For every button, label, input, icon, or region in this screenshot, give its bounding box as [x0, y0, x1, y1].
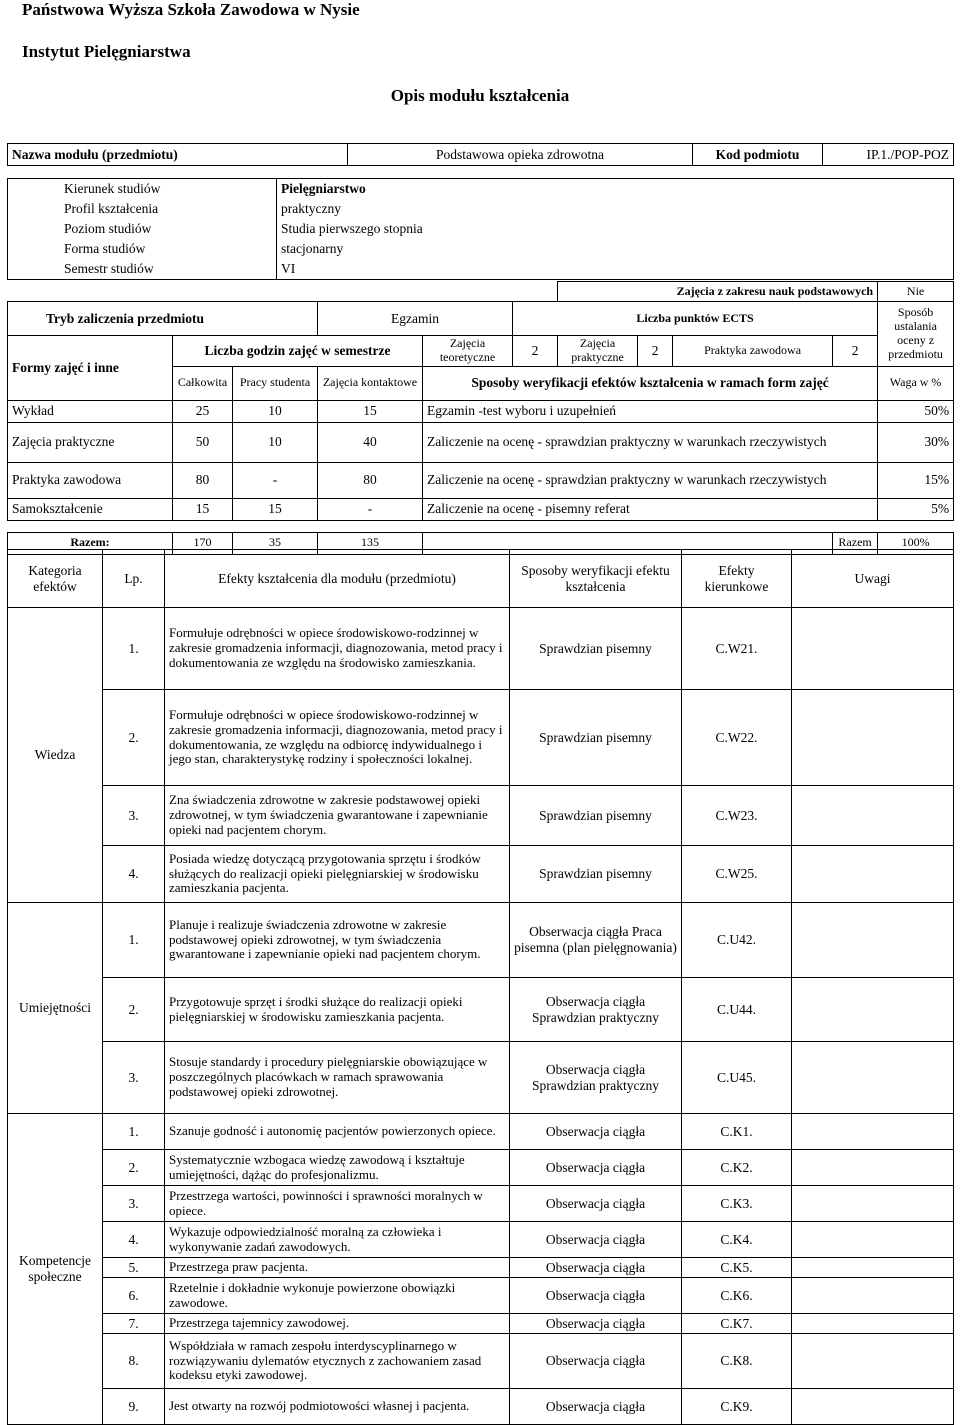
outcome-text: Przestrzega tajemnicy zawodowej. — [165, 1314, 510, 1334]
form-total-hours: 80 — [173, 462, 233, 498]
outcome-text: Jest otwarty na rozwój podmiotowości własnej i pacjenta. — [165, 1389, 510, 1425]
outcome-lp: 1. — [103, 1114, 165, 1150]
outcome-code: C.U42. — [682, 903, 792, 978]
hours-total-label: Całkowita — [173, 366, 233, 400]
outcome-text: Planuje i realizuje świadczenia zdrowotne w zakresie podstawowej opieki zdrowotnej, w tym świadczenia gwarantowane i zapewnianie opieki nad pacjentem chorym. — [165, 903, 510, 978]
outcome-row — [8, 1042, 954, 1114]
weight-label: Waga w % — [878, 366, 954, 400]
practice-ects: 2 — [638, 336, 673, 367]
grading-method-label: Sposób ustalania oceny z przedmiotu — [878, 302, 954, 367]
form-verification: Egzamin -test wyboru i uzupełnień — [423, 400, 878, 422]
document-title: Opis modułu kształcenia — [390, 86, 570, 105]
form-name: Samokształcenie — [8, 498, 173, 520]
outcome-text: Posiada wiedzę dotyczącą przygotowania sprzętu i środków służących do realizacji opieki pielęgniarskiej w środowisku zamieszkania pacjenta. — [165, 846, 510, 903]
form-student-hours: 10 — [233, 422, 318, 462]
form-weight: 15% — [878, 462, 954, 498]
outcome-lp: 2. — [103, 690, 165, 786]
outcome-lp: 3. — [103, 1186, 165, 1222]
outcome-row — [8, 608, 954, 690]
outcome-method: Obserwacja ciągła Praca pisemna (plan pielęgnowania) — [510, 903, 682, 978]
outcome-lp: 4. — [103, 1222, 165, 1258]
outcome-row — [8, 1389, 954, 1425]
hours-student-label: Pracy studenta — [233, 366, 318, 400]
outcome-lp: 4. — [103, 846, 165, 903]
info-label: Semestr studiów — [8, 259, 277, 280]
info-row — [8, 239, 954, 259]
assessment-mode-label: Tryb zaliczenia przedmiotu — [8, 302, 318, 336]
outcome-method: Obserwacja ciągła — [510, 1258, 682, 1278]
info-value: praktyczny — [277, 199, 954, 219]
outcome-code: C.K5. — [682, 1258, 792, 1278]
info-label: Profil kształcenia — [8, 199, 277, 219]
outcome-code: C.K4. — [682, 1222, 792, 1258]
form-row — [8, 422, 954, 462]
outcome-code: C.K7. — [682, 1314, 792, 1334]
outcome-text: Przestrzega wartości, powinności i sprawności moralnych w opiece. — [165, 1186, 510, 1222]
total-hours: 170 — [173, 532, 233, 554]
outcome-code: C.K2. — [682, 1150, 792, 1186]
assessment-mode-value: Egzamin — [318, 302, 513, 336]
hours-contact-label: Zajęcia kontaktowe — [318, 366, 423, 400]
module-name-label: Nazwa modułu (przedmiotu) — [8, 144, 348, 166]
basic-sciences-label: Zajęcia z zakresu nauk podstawowych — [558, 282, 878, 302]
form-verification: Zaliczenie na ocenę - pisemny referat — [423, 498, 878, 520]
form-name: Praktyka zawodowa — [8, 462, 173, 498]
outcome-notes — [792, 846, 954, 903]
outcome-notes — [792, 903, 954, 978]
outcome-text: Przygotowuje sprzęt i środki służące do realizacji opieki pielęgniarskiej w środowisku zamieszkania pacjenta. — [165, 978, 510, 1042]
verification-method-header: Sposoby weryfikacji efektu kształcenia — [510, 550, 682, 608]
outcome-notes — [792, 1314, 954, 1334]
outcome-lp: 1. — [103, 903, 165, 978]
outcome-notes — [792, 1258, 954, 1278]
form-contact-hours: - — [318, 498, 423, 520]
outcome-lp: 7. — [103, 1314, 165, 1334]
theory-ects: 2 — [513, 336, 558, 367]
internship-label: Praktyka zawodowa — [673, 336, 833, 367]
sum-label: Razem — [833, 532, 878, 554]
outcome-lp: 2. — [103, 978, 165, 1042]
outcome-notes — [792, 1389, 954, 1425]
outcome-lp: 1. — [103, 608, 165, 690]
outcome-text: Systematycznie wzbogaca wiedzę zawodową i kształtuje umiejętności, dążąc do profesjonalizmu. — [165, 1150, 510, 1186]
outcome-row — [8, 690, 954, 786]
info-label: Poziom studiów — [8, 219, 277, 239]
outcome-notes — [792, 978, 954, 1042]
form-contact-hours: 80 — [318, 462, 423, 498]
study-info-table — [7, 178, 954, 280]
category-competence: Kompetencje społeczne — [8, 1114, 103, 1425]
module-name-value: Podstawowa opieka zdrowotna — [348, 144, 693, 166]
form-contact-hours: 40 — [318, 422, 423, 462]
outcome-code: C.K1. — [682, 1114, 792, 1150]
category-header: Kategoria efektów — [8, 550, 103, 608]
form-row — [8, 498, 954, 520]
info-row — [8, 179, 954, 200]
outcome-lp: 6. — [103, 1278, 165, 1314]
outcome-row — [8, 1114, 954, 1150]
form-verification: Zaliczenie na ocenę - sprawdzian praktyczny w warunkach rzeczywistych — [423, 422, 878, 462]
outcome-method: Obserwacja ciągła — [510, 1314, 682, 1334]
form-total-hours: 15 — [173, 498, 233, 520]
form-weight: 30% — [878, 422, 954, 462]
outcome-method: Obserwacja ciągła — [510, 1114, 682, 1150]
category-skills: Umiejętności — [8, 903, 103, 1114]
outcome-text: Formułuje odrębności w opiece środowiskowo-rodzinnej w zakresie gromadzenia informacji, diagnozowania, metod pracy i dokumentowania, ze względu na odbiorcę indywidualnego i jego stan, charakterystykę rodziny i społeczności lokalnej. — [165, 690, 510, 786]
form-student-hours: 10 — [233, 400, 318, 422]
form-student-hours: - — [233, 462, 318, 498]
learning-outcomes-table — [7, 549, 954, 1425]
outcome-row — [8, 846, 954, 903]
outcome-method: Obserwacja ciągła — [510, 1334, 682, 1389]
internship-ects: 2 — [833, 336, 878, 367]
module-code-value: IP.1./POP-POZ — [823, 144, 954, 166]
form-name: Wykład — [8, 400, 173, 422]
outcome-method: Sprawdzian pisemny — [510, 608, 682, 690]
outcome-notes — [792, 1222, 954, 1258]
form-student-hours: 15 — [233, 498, 318, 520]
outcome-row — [8, 1334, 954, 1389]
outcome-row — [8, 1222, 954, 1258]
outcome-row — [8, 1186, 954, 1222]
outcome-notes — [792, 608, 954, 690]
school-name: Państwowa Wyższa Szkoła Zawodowa w Nysie — [22, 0, 360, 19]
outcome-code: C.U45. — [682, 1042, 792, 1114]
outcome-code: C.K8. — [682, 1334, 792, 1389]
outcome-text: Szanuje godność i autonomię pacjentów powierzonych opiece. — [165, 1114, 510, 1150]
info-value: Pielęgniarstwo — [277, 179, 954, 200]
info-label: Kierunek studiów — [8, 179, 277, 200]
info-value: stacjonarny — [277, 239, 954, 259]
outcome-code: C.W22. — [682, 690, 792, 786]
outcome-lp: 2. — [103, 1150, 165, 1186]
notes-header: Uwagi — [792, 550, 954, 608]
form-row — [8, 400, 954, 422]
outcome-code: C.W25. — [682, 846, 792, 903]
form-weight: 50% — [878, 400, 954, 422]
outcome-lp: 3. — [103, 786, 165, 846]
outcome-lp: 8. — [103, 1334, 165, 1389]
outcome-lp: 9. — [103, 1389, 165, 1425]
form-row — [8, 462, 954, 498]
info-row — [8, 219, 954, 239]
outcome-text: Przestrzega praw pacjenta. — [165, 1258, 510, 1278]
outcome-row — [8, 1278, 954, 1314]
outcome-method: Obserwacja ciągła Sprawdzian praktyczny — [510, 978, 682, 1042]
info-label: Forma studiów — [8, 239, 277, 259]
outcome-text: Wykazuje odpowiedzialność moralną za człowieka i wykonywanie zadań zawodowych. — [165, 1222, 510, 1258]
outcome-notes — [792, 1042, 954, 1114]
outcome-text: Współdziała w ramach zespołu interdyscyplinarnego w rozwiązywaniu dylematów etycznych z zachowaniem zasad kodeksu etyki zawodowej. — [165, 1334, 510, 1389]
outcome-lp: 5. — [103, 1258, 165, 1278]
outcome-notes — [792, 1278, 954, 1314]
outcome-method: Obserwacja ciągła — [510, 1222, 682, 1258]
directional-effects-header: Efekty kierunkowe — [682, 550, 792, 608]
hours-label: Liczba godzin zajęć w semestrze — [173, 336, 423, 367]
module-code-label: Kod podmiotu — [693, 144, 823, 166]
lp-header: Lp. — [103, 550, 165, 608]
outcome-text: Formułuje odrębności w opiece środowiskowo-rodzinnej w zakresie gromadzenia informacji, diagnozowania, metod pracy i dokumentowania ze względu na środowisko zamieszkania. — [165, 608, 510, 690]
outcome-notes — [792, 690, 954, 786]
info-value: Studia pierwszego stopnia — [277, 219, 954, 239]
form-total-hours: 25 — [173, 400, 233, 422]
outcome-code: C.K6. — [682, 1278, 792, 1314]
category-knowledge: Wiedza — [8, 608, 103, 903]
institute-name: Instytut Pielęgniarstwa — [22, 42, 191, 61]
theory-label: Zajęcia teoretyczne — [423, 336, 513, 367]
form-weight: 5% — [878, 498, 954, 520]
form-contact-hours: 15 — [318, 400, 423, 422]
info-value: VI — [277, 259, 954, 280]
total-contact-hours: 135 — [318, 532, 423, 554]
outcome-method: Sprawdzian pisemny — [510, 786, 682, 846]
sum-value: 100% — [878, 532, 954, 554]
outcome-row — [8, 978, 954, 1042]
outcome-method: Sprawdzian pisemny — [510, 846, 682, 903]
effect-header: Efekty kształcenia dla modułu (przedmiotu) — [165, 550, 510, 608]
outcome-text: Rzetelnie i dokładnie wykonuje powierzone obowiązki zawodowe. — [165, 1278, 510, 1314]
outcome-row — [8, 903, 954, 978]
outcome-method: Sprawdzian pisemny — [510, 690, 682, 786]
outcome-method: Obserwacja ciągła — [510, 1186, 682, 1222]
outcome-text: Zna świadczenia zdrowotne w zakresie podstawowej opieki zdrowotnej, w tym świadczenia gwarantowane i zapewnianie opieki nad pacjentem chorym. — [165, 786, 510, 846]
outcome-text: Stosuje standardy i procedury pielęgniarskie obowiązujące w poszczególnych placówkach w ramach sprawowania podstawowej opieki zdrowotnej. — [165, 1042, 510, 1114]
verification-label: Sposoby weryfikacji efektów kształcenia w ramach form zajęć — [423, 366, 878, 400]
outcome-lp: 3. — [103, 1042, 165, 1114]
basic-sciences-value: Nie — [878, 282, 954, 302]
form-total-hours: 50 — [173, 422, 233, 462]
outcome-notes — [792, 1186, 954, 1222]
outcome-method: Obserwacja ciągła Sprawdzian praktyczny — [510, 1042, 682, 1114]
outcome-row — [8, 786, 954, 846]
outcome-row — [8, 1150, 954, 1186]
outcome-row — [8, 1314, 954, 1334]
forms-label: Formy zajęć i inne — [8, 336, 173, 401]
outcome-method: Obserwacja ciągła — [510, 1278, 682, 1314]
outcome-notes — [792, 786, 954, 846]
outcome-notes — [792, 1114, 954, 1150]
form-name: Zajęcia praktyczne — [8, 422, 173, 462]
total-student-hours: 35 — [233, 532, 318, 554]
outcome-row — [8, 1258, 954, 1278]
total-label: Razem: — [8, 532, 173, 554]
outcome-code: C.K3. — [682, 1186, 792, 1222]
module-name-table — [7, 143, 954, 166]
outcome-code: C.U44. — [682, 978, 792, 1042]
outcome-notes — [792, 1150, 954, 1186]
outcome-method: Obserwacja ciągła — [510, 1150, 682, 1186]
assessment-table — [7, 281, 954, 555]
practice-label: Zajęcia praktyczne — [558, 336, 638, 367]
outcome-method: Obserwacja ciągła — [510, 1389, 682, 1425]
outcome-code: C.W23. — [682, 786, 792, 846]
info-row — [8, 199, 954, 219]
outcome-code: C.W21. — [682, 608, 792, 690]
outcome-notes — [792, 1334, 954, 1389]
info-row — [8, 259, 954, 280]
outcome-code: C.K9. — [682, 1389, 792, 1425]
form-verification: Zaliczenie na ocenę - sprawdzian praktyczny w warunkach rzeczywistych — [423, 462, 878, 498]
ects-label: Liczba punktów ECTS — [513, 302, 878, 336]
